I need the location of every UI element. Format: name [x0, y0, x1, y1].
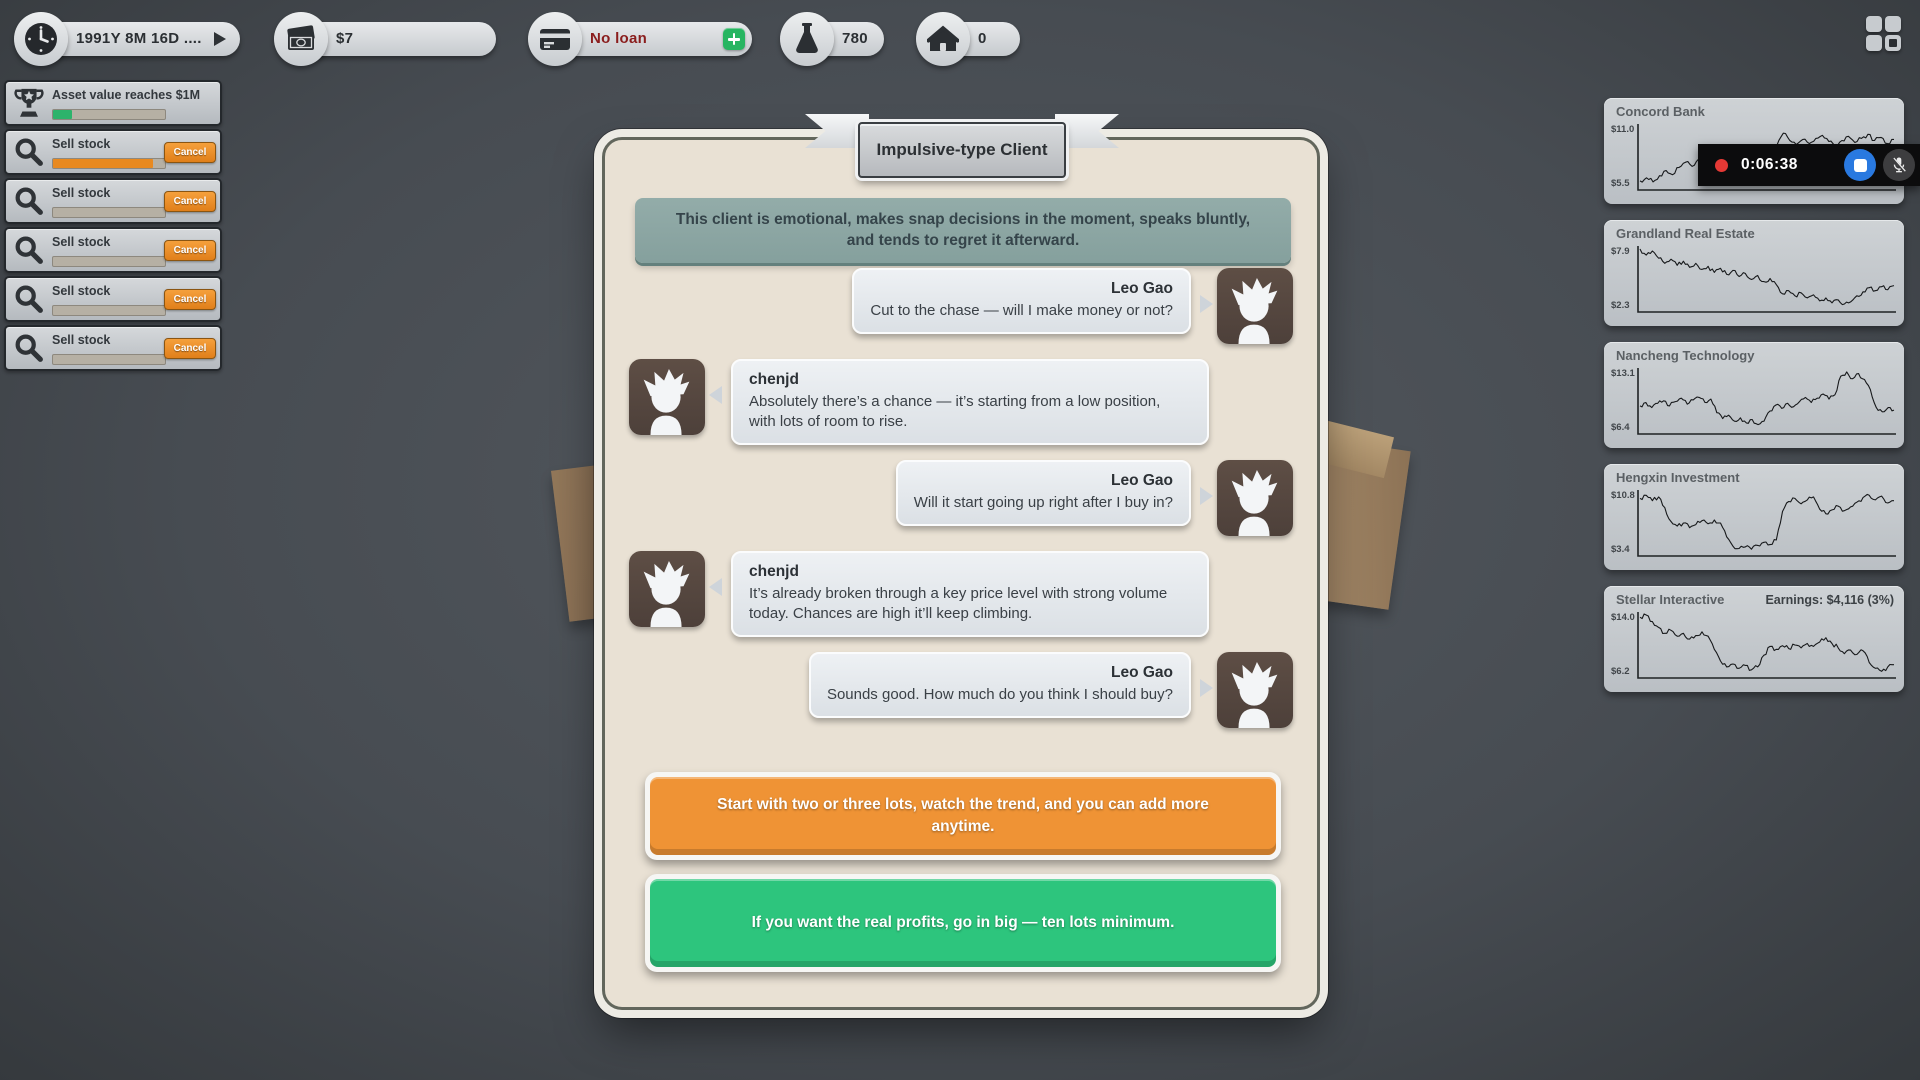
sell-task-card	[4, 227, 222, 273]
price-sparkline	[1604, 362, 1904, 446]
cash-pill	[288, 22, 496, 56]
cancel-task-button[interactable]: Cancel	[164, 142, 216, 163]
loan-pill	[542, 22, 752, 56]
price-sparkline	[1604, 484, 1904, 568]
recording-elapsed-time: 0:06:38	[1741, 156, 1798, 173]
clock-icon	[14, 12, 68, 66]
chat-message	[629, 359, 1293, 445]
play-icon	[213, 31, 227, 47]
achievement-label: Asset value reaches $1M	[52, 88, 201, 102]
chat-bubble	[852, 268, 1191, 334]
price-sparkline	[1604, 606, 1904, 690]
research-label: 780	[842, 30, 868, 47]
housing-label: 0	[978, 30, 987, 47]
bubble-tail	[1200, 487, 1213, 505]
achievement-progress-fill	[53, 110, 72, 119]
cancel-task-button[interactable]: Cancel	[164, 338, 216, 359]
apps-grid-button[interactable]	[1866, 16, 1901, 51]
client-description: This client is emotional, makes snap decisions in the moment, speaks bluntly, and tends to regret it afterward.	[635, 198, 1291, 263]
speaker-avatar	[1217, 460, 1293, 536]
choice-1-surface	[650, 777, 1276, 855]
stock-name: Concord Bank	[1616, 104, 1705, 119]
client-dialog	[602, 137, 1320, 1010]
earnings-annotation: Earnings: $4,116 (3%)	[1765, 593, 1894, 607]
sell-task-card	[4, 129, 222, 175]
speaker-name: Leo Gao	[1110, 280, 1173, 297]
task-label: Sell stock	[52, 186, 111, 200]
chat-bubble	[731, 359, 1209, 445]
task-progress-track	[52, 207, 166, 218]
magnifier-icon	[12, 331, 46, 365]
person-silhouette-icon	[1224, 276, 1286, 344]
stock-chart-card[interactable]	[1604, 342, 1904, 448]
chat-bubble	[731, 551, 1209, 637]
y-axis-high-label: $7.9	[1611, 246, 1630, 257]
message-text: It’s already broken through a key price level with strong volume today. Chances are high it’ll keep climbing.	[749, 585, 1168, 623]
y-axis-high-label: $10.8	[1611, 490, 1635, 501]
chat-bubble	[809, 652, 1191, 718]
cancel-task-button[interactable]: Cancel	[164, 240, 216, 261]
stock-chart-panel	[1604, 98, 1904, 692]
stock-name: Stellar Interactive	[1616, 592, 1725, 607]
stock-chart-card[interactable]	[1604, 220, 1904, 326]
grid-cell	[1866, 35, 1882, 51]
task-progress-track	[52, 305, 166, 316]
task-label: Sell stock	[52, 333, 111, 347]
sell-task-card	[4, 325, 222, 371]
grid-cell	[1866, 16, 1882, 32]
task-sidebar	[4, 80, 222, 374]
person-silhouette-icon	[1224, 468, 1286, 536]
housing-pill	[930, 22, 1020, 56]
cancel-task-button[interactable]: Cancel	[164, 191, 216, 212]
speaker-name: Leo Gao	[1110, 664, 1173, 682]
person-silhouette-icon	[636, 559, 698, 627]
achievement-card	[4, 80, 222, 126]
y-axis-high-label: $11.0	[1611, 124, 1635, 135]
task-progress-track	[52, 256, 166, 267]
flask-icon	[780, 12, 834, 66]
chat-message	[629, 551, 1293, 637]
magnifier-icon	[12, 135, 46, 169]
recording-indicator-icon	[1715, 159, 1728, 172]
screen-recorder-bar	[1698, 144, 1920, 186]
speaker-name: chenjd	[749, 371, 799, 388]
message-text: Sounds good. How much do you think I should buy?	[826, 686, 1173, 704]
stock-name: Hengxin Investment	[1616, 470, 1740, 485]
choice-2-surface	[650, 879, 1276, 967]
magnifier-icon	[12, 184, 46, 218]
magnifier-icon	[12, 233, 46, 267]
research-pill	[794, 22, 884, 56]
task-progress-track	[52, 354, 166, 365]
bubble-tail	[709, 386, 722, 404]
y-axis-high-label: $14.0	[1611, 612, 1635, 623]
speaker-avatar	[629, 359, 705, 435]
y-axis-high-label: $13.1	[1611, 368, 1635, 379]
choice-2-label: If you want the real profits, go in big — ten lots minimum.	[751, 913, 1175, 931]
task-label: Sell stock	[52, 235, 111, 249]
date-label: 1991Y 8M 16D ....	[76, 30, 202, 47]
grid-cell-active	[1885, 35, 1901, 51]
bubble-tail	[1200, 295, 1213, 313]
stock-chart-card[interactable]	[1604, 464, 1904, 570]
stock-chart-card[interactable]	[1604, 586, 1904, 692]
magnifier-icon	[12, 282, 46, 316]
stock-name: Nancheng Technology	[1616, 348, 1755, 363]
mic-off-icon	[1889, 155, 1909, 175]
choice-button-1[interactable]	[645, 772, 1281, 860]
task-progress-track	[52, 158, 166, 169]
y-axis-low-label: $6.2	[1611, 666, 1630, 677]
dialog-title: Impulsive-type Client	[858, 122, 1066, 178]
y-axis-low-label: $3.4	[1611, 544, 1630, 555]
play-speed-button[interactable]	[213, 31, 227, 47]
speaker-avatar	[1217, 652, 1293, 728]
chat-message	[629, 652, 1293, 728]
choice-1-label: Start with two or three lots, watch the trend, and you can add more anytime.	[717, 795, 1209, 835]
grid-cell	[1885, 16, 1901, 32]
task-label: Sell stock	[52, 284, 111, 298]
credit-card-icon	[528, 12, 582, 66]
bubble-tail	[1200, 679, 1213, 697]
chat-message	[629, 460, 1293, 536]
task-label: Sell stock	[52, 137, 111, 151]
stock-name: Grandland Real Estate	[1616, 226, 1755, 241]
chat-thread	[629, 268, 1293, 728]
task-progress-fill	[53, 159, 153, 168]
speaker-avatar	[1217, 268, 1293, 344]
message-text: Absolutely there’s a chance — it’s starting from a low position, with lots of room to rise.	[749, 393, 1161, 431]
trophy-icon	[12, 86, 46, 120]
task-list	[4, 129, 222, 371]
y-axis-low-label: $6.4	[1611, 422, 1630, 433]
message-text: Cut to the chase — will I make money or not?	[870, 302, 1173, 320]
add-loan-button[interactable]	[723, 28, 745, 50]
cash-label: $7	[336, 30, 354, 47]
speaker-avatar	[629, 551, 705, 627]
message-text: Will it start going up right after I buy in?	[913, 494, 1173, 512]
house-icon	[916, 12, 970, 66]
chat-bubble	[896, 460, 1191, 526]
sell-task-card	[4, 276, 222, 322]
stop-icon	[1854, 159, 1867, 172]
price-sparkline	[1604, 240, 1904, 324]
microphone-muted-button[interactable]	[1883, 149, 1915, 181]
speaker-name: Leo Gao	[1110, 472, 1173, 490]
speaker-name: chenjd	[749, 563, 799, 581]
choice-button-2[interactable]	[645, 874, 1281, 972]
chat-message	[629, 268, 1293, 344]
stop-recording-button[interactable]	[1844, 149, 1876, 181]
loan-label: No loan	[590, 30, 648, 47]
person-silhouette-icon	[636, 367, 698, 435]
achievement-progress-track	[52, 109, 166, 120]
y-axis-low-label: $2.3	[1611, 300, 1630, 311]
date-pill	[28, 22, 240, 56]
y-axis-low-label: $5.5	[1611, 178, 1630, 189]
person-silhouette-icon	[1224, 660, 1286, 728]
bubble-tail	[709, 578, 722, 596]
sell-task-card	[4, 178, 222, 224]
money-icon	[274, 12, 328, 66]
cancel-task-button[interactable]: Cancel	[164, 289, 216, 310]
